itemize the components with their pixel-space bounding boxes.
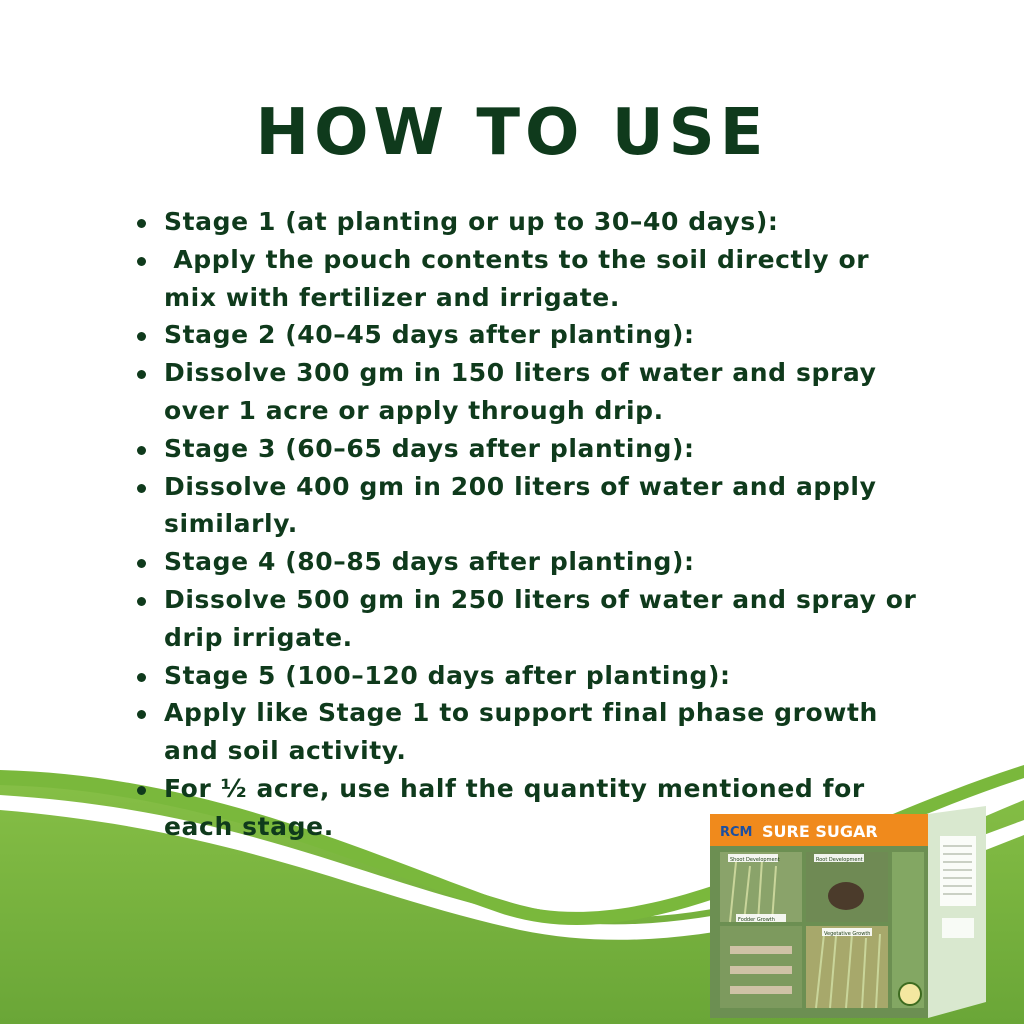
step-text: Apply like Stage 1 to support final phase growth and soil activity. — [164, 698, 878, 766]
step-text: Stage 5 (100–120 days after planting): — [164, 660, 731, 690]
list-item — [164, 581, 924, 657]
bullet-icon — [137, 446, 146, 455]
product-name: SURE SUGAR — [762, 822, 878, 841]
step-text: Dissolve 300 gm in 150 liters of water and spray over 1 acre or apply through drip. — [164, 358, 877, 425]
page-title: HOW TO USE — [255, 96, 769, 170]
step-text: For ½ acre, use half the quantity mentioned for each stage. — [164, 773, 865, 841]
list-item — [164, 203, 924, 241]
list-item — [164, 657, 924, 695]
organic-badge-icon — [899, 983, 921, 1005]
list-item — [164, 316, 924, 354]
panel-label: Root Development — [816, 857, 863, 863]
usage-steps-list — [164, 203, 924, 846]
panel-label: Shoot Development — [730, 857, 780, 863]
list-item — [164, 430, 924, 468]
list-item — [164, 468, 924, 544]
product-box-image — [706, 806, 988, 1018]
bullet-icon — [137, 257, 146, 266]
bullet-icon — [137, 786, 146, 795]
step-text: Stage 2 (40–45 days after planting): — [164, 320, 695, 350]
list-item — [164, 241, 924, 317]
bullet-icon — [137, 484, 146, 493]
product-brand: RCM — [720, 825, 753, 840]
step-text: Dissolve 400 gm in 200 liters of water and apply similarly. — [164, 471, 877, 539]
bullet-icon — [137, 219, 146, 228]
panel-label: Vegetative Growth — [824, 931, 871, 937]
panel-label: Fodder Growth — [738, 917, 775, 923]
step-text: Dissolve 500 gm in 250 liters of water and spray or drip irrigate. — [164, 584, 917, 652]
step-text: Apply the pouch contents to the soil directly or mix with fertilizer and irrigate. — [164, 244, 879, 312]
list-item — [164, 694, 924, 770]
step-text: Stage 3 (60–65 days after planting): — [164, 433, 695, 463]
step-text: Stage 1 (at planting or up to 30–40 days): — [164, 207, 779, 236]
list-item — [164, 354, 924, 430]
bullet-icon — [137, 673, 146, 682]
list-item — [164, 543, 924, 581]
step-text: Stage 4 (80–85 days after planting): — [164, 547, 695, 577]
bullet-icon — [137, 597, 146, 606]
